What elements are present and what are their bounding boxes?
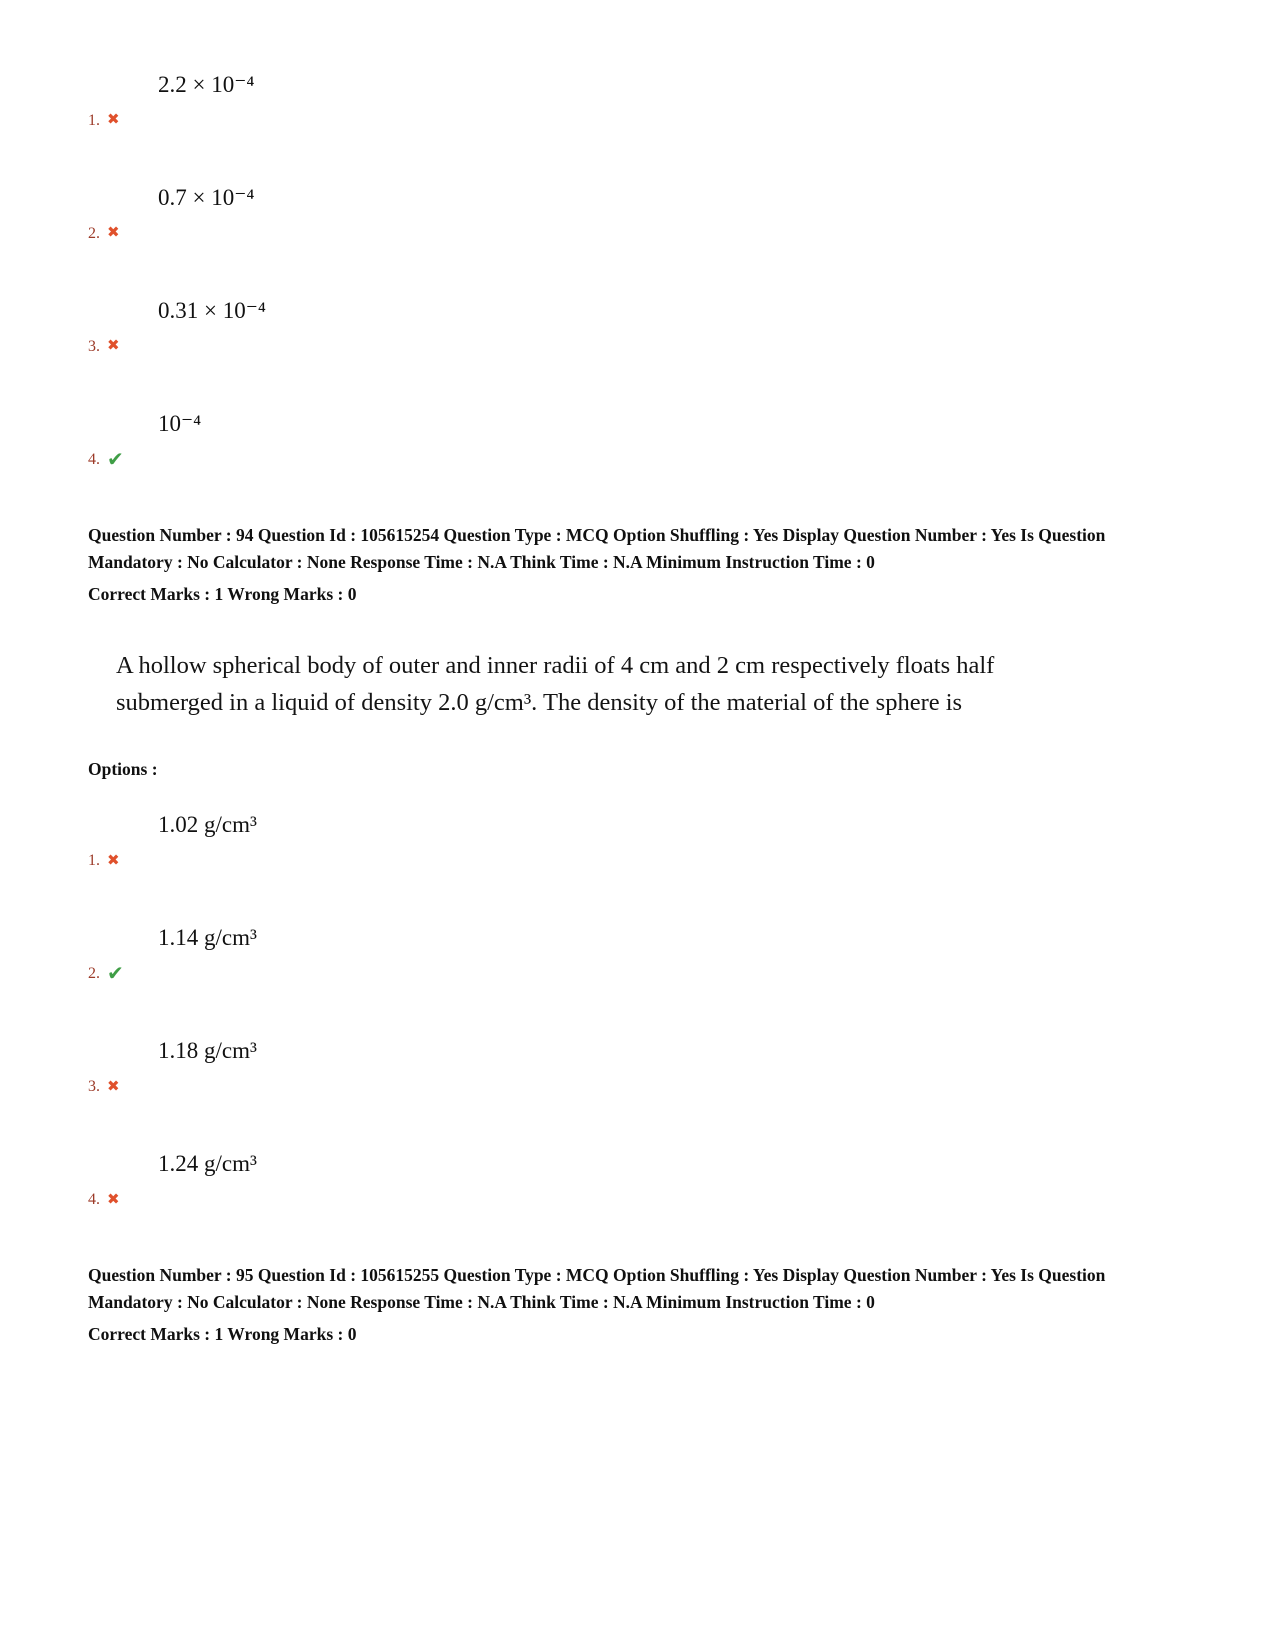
option-status-row	[88, 964, 1185, 984]
option-item	[88, 810, 1185, 871]
option-status-row	[88, 1077, 1185, 1097]
question-meta: Question Number : 94 Question Id : 105615254 Question Type : MCQ Option Shuffling : Yes Display Question Number : Yes Is Question Mandatory : No Calculator : None Response Time : N.A Think Time : N.A Minimum Instruction Time : 0	[88, 524, 1106, 572]
option-value: 0.31 × 10⁻⁴	[158, 297, 266, 323]
option-item	[88, 409, 1185, 470]
previous-question-options	[88, 70, 1185, 470]
option-value: 1.02 g/cm³	[158, 812, 257, 838]
cross-icon: ✖	[107, 112, 120, 129]
cross-icon: ✖	[107, 1191, 120, 1208]
option-number: 1.	[88, 111, 100, 129]
option-item	[88, 923, 1185, 984]
option-status-row	[88, 337, 1185, 357]
option-value: 2.2 × 10⁻⁴	[158, 72, 255, 97]
cross-icon: ✖	[107, 338, 120, 355]
option-item	[88, 1149, 1185, 1210]
option-value: 1.18 g/cm³	[158, 1038, 257, 1064]
option-item	[88, 296, 1185, 357]
check-icon: ✔	[107, 448, 124, 471]
option-number: 3.	[88, 337, 100, 355]
option-number: 1.	[88, 852, 100, 870]
option-status-row	[88, 851, 1185, 871]
option-item	[88, 70, 1185, 131]
question-marks: Correct Marks : 1 Wrong Marks : 0	[88, 583, 357, 604]
question-94-meta-block	[88, 522, 1140, 608]
question-text: A hollow spherical body of outer and inner radii of 4 cm and 2 cm respectively floats half submerged in a liquid of density 2.0 g/cm³. The density of the material of the sphere is	[116, 651, 995, 716]
question-meta: Question Number : 95 Question Id : 105615255 Question Type : MCQ Option Shuffling : Yes Display Question Number : Yes Is Question Mandatory : No Calculator : None Response Time : N.A Think Time : N.A Minimum Instruction Time : 0	[88, 1265, 1106, 1313]
option-value: 1.24 g/cm³	[158, 1151, 257, 1177]
option-status-row	[88, 111, 1185, 131]
option-number: 2.	[88, 224, 100, 242]
question-marks: Correct Marks : 1 Wrong Marks : 0	[88, 1324, 357, 1345]
cross-icon: ✖	[107, 1078, 120, 1095]
option-value: 0.7 × 10⁻⁴	[158, 184, 255, 210]
option-number: 2.	[88, 965, 100, 983]
option-status-row	[88, 224, 1185, 244]
option-status-row	[88, 450, 1185, 470]
option-number: 4.	[88, 450, 100, 468]
option-item	[88, 1036, 1185, 1097]
option-number: 3.	[88, 1078, 100, 1096]
cross-icon: ✖	[107, 852, 120, 869]
option-number: 4.	[88, 1191, 100, 1208]
question-94	[88, 522, 1185, 1210]
option-item	[88, 183, 1185, 244]
cross-icon: ✖	[107, 225, 120, 242]
option-value: 10⁻⁴	[158, 410, 202, 436]
options-label: Options :	[88, 759, 158, 780]
check-icon: ✔	[107, 963, 124, 986]
option-value: 1.14 g/cm³	[158, 925, 257, 951]
option-status-row	[88, 1190, 1185, 1210]
question-95	[88, 1262, 1185, 1348]
question-95-meta-block	[88, 1262, 1140, 1348]
